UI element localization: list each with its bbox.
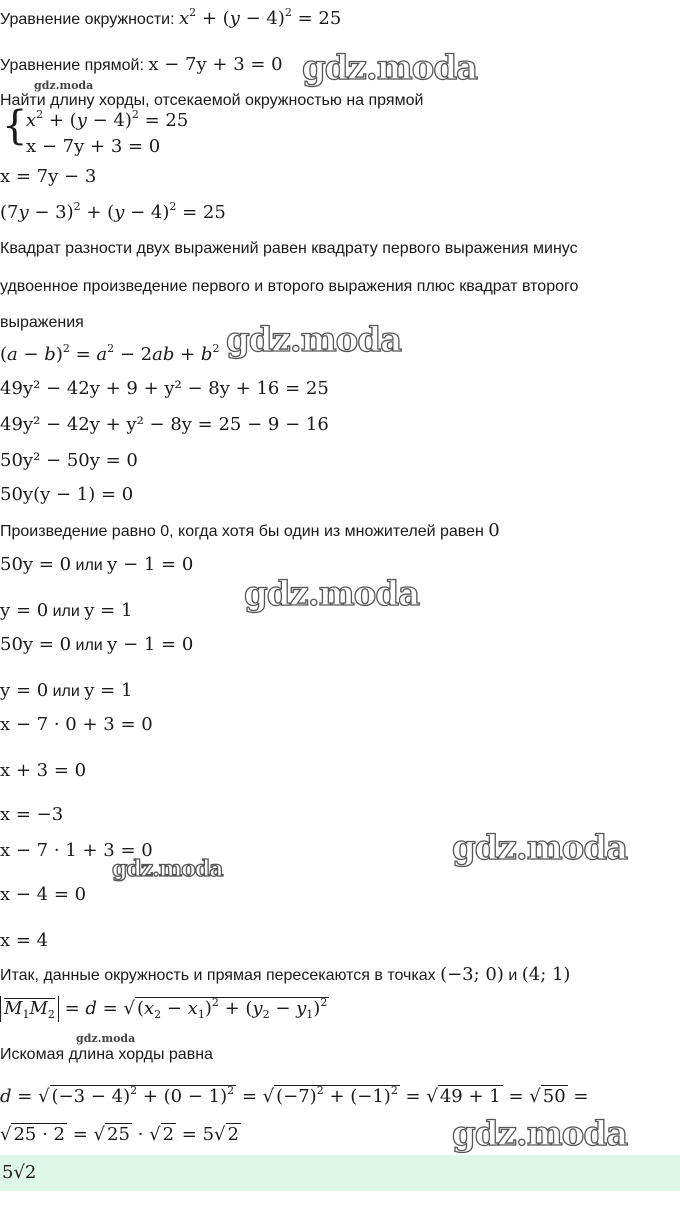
case-line-4: y = 0 или y = 1: [0, 680, 133, 701]
x-equals-4: x = 4: [0, 930, 49, 951]
x-minus-3: x = −3: [0, 804, 64, 825]
x-expression: x = 7y − 3: [0, 166, 97, 187]
watermark-logo: gdz.moda: [452, 828, 628, 868]
watermark-logo: gdz.moda: [302, 48, 478, 88]
substituted-equation: $(7y - 3)^2 + (y - 4)^2 = 25$: [0, 200, 226, 223]
watermark-logo: gdz.moda: [244, 574, 420, 614]
square-diff-formula: $(a - b)^2 = a^2 - 2ab + b^2$: [0, 342, 220, 365]
square-diff-rule-1: Квадрат разности двух выражений равен квадрату первого выражения минус: [0, 240, 578, 257]
circle-equation-line: [0, 8, 341, 31]
intersection-points: Итак, данные окружность и прямая пересекаются в точках (−3; 0) и (4; 1): [0, 964, 571, 985]
distance-formula: $M_1M_2 = d$ = √ $(x_2 - x_1)^2 + (y_2 - y_1)^2$: [0, 996, 329, 1036]
chord-computation-2: √ 25 · 2 = √ 25 · √ 2 = 5√ 2: [0, 1124, 239, 1145]
substitute-y1: x − 7 · 1 + 3 = 0: [0, 840, 153, 861]
answer-value: 5√2: [2, 1162, 37, 1183]
product-zero-rule: Произведение равно 0, когда хотя бы один из множителей равен 0: [0, 520, 500, 541]
square-diff-rule-3: выражения: [0, 314, 84, 331]
chord-computation-1: d = √ $(-3 - 4)^2 + (0 - 1)^2$ = √ $(-7)^2 + (-1)^2$ = √ 49 + 1 = √ 50 =: [0, 1084, 589, 1107]
watermark-logo-small: gdz.moda: [34, 79, 94, 92]
square-diff-rule-2: удвоенное произведение первого и второго выражения плюс квадрат второго: [0, 278, 579, 295]
expanded-equation: 49y² − 42y + 9 + y² − 8y + 16 = 25: [0, 378, 329, 399]
system-brace: {: [2, 103, 28, 149]
watermark-logo: gdz.moda: [226, 320, 402, 360]
watermark-logo: gdz.moda: [452, 1114, 628, 1154]
line-equation-label: Уравнение прямой:: [0, 57, 149, 74]
substitute-y0: x − 7 · 0 + 3 = 0: [0, 714, 153, 735]
x-plus-3: x + 3 = 0: [0, 760, 87, 781]
circle-equation-label: Уравнение окружности:: [0, 11, 179, 28]
case-line-3: 50y = 0 или y − 1 = 0: [0, 634, 194, 655]
answer-box: [0, 1155, 680, 1191]
system-eq-1: $x^2 + (y - 4)^2 = 25$: [26, 108, 189, 131]
equation-system: [0, 103, 260, 162]
x-minus-4: x − 4 = 0: [0, 884, 87, 905]
line-equation-line: [0, 54, 283, 77]
case-line-1: 50y = 0 или y − 1 = 0: [0, 554, 194, 575]
factored-equation: 50y(y − 1) = 0: [0, 484, 134, 505]
moved-terms-equation: 49y² − 42y + y² − 8y = 25 − 9 − 16: [0, 414, 329, 435]
line-equation-math: x − 7y + 3 = 0: [148, 54, 283, 75]
watermark-logo: gdz.moda: [112, 856, 223, 882]
system-eq-2: x − 7y + 3 = 0: [26, 136, 161, 157]
case-line-2: y = 0 или y = 1: [0, 600, 133, 621]
simplified-equation: 50y² − 50y = 0: [0, 450, 138, 471]
watermark-logo-small: gdz.moda: [76, 1032, 136, 1045]
circle-equation-math: $x^2 + (y - 4)^2 = 25$: [178, 6, 342, 29]
find-chord-text: Найти длину хорды, отсекаемой окружностью на прямой: [0, 92, 424, 109]
chord-length-label: Искомая длина хорды равна: [0, 1046, 213, 1063]
